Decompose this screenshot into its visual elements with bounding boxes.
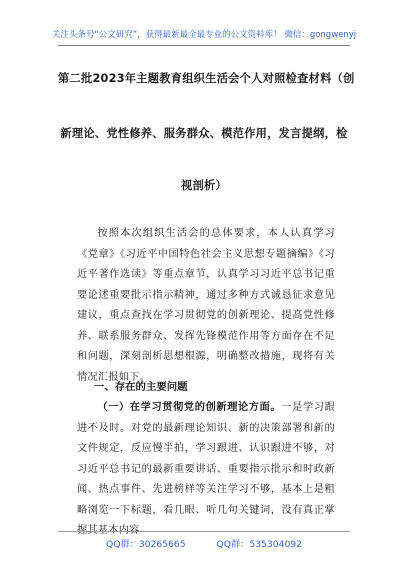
intro-paragraph: 按照本次组织生活会的总体要求，本人认真学习《党章》《习近平中国特色社会主义思想专题摘编》《习近平著作选读》等重点章节，认真学习习近平总书记重要论述重要批示指示精神，通过多种方式诚恳征求意见建议，重点查找在学习贯彻党的创新理论、提高党性修养、联系服务群众、发挥先锋模范作用等方面存在不足和问题，深刻剖析思想根源，明确整改措施，现将有关情况汇报如下。 bbox=[77, 228, 335, 383]
document-title-line-2: 新理论、党性修养、服务群众、模范作用，发言提纲，检 bbox=[60, 127, 348, 140]
subsection-heading: （一）在学习贯彻党的创新理论方面。 bbox=[97, 402, 282, 413]
footer bbox=[0, 536, 408, 550]
document-title-line-3: 视剖析） bbox=[181, 179, 227, 192]
subsection-text: 一是学习跟进不及时。对党的最新理论知识、新的决策部署和新的文件规定，反应慢半拍，学习跟进、认识跟进不够，对习近平总书记的最新重要讲话、重要指示批示和时政新闻、热点事件、先进榜样等关注学习不够，基本上是粗略浏览一下标题，看几眼、听几句关键词，没有真正掌握其基本内容 bbox=[77, 402, 336, 536]
subsection-paragraph bbox=[77, 398, 335, 542]
footer-qq-group-2: QQ群：535304092 bbox=[216, 539, 302, 550]
footer-qq-group-1: QQ群：30265665 bbox=[106, 539, 186, 550]
section-heading-problems: 一、存在的主要问题 bbox=[94, 381, 188, 393]
header-note: 关注头条号“公文研究”，获得最新最全最专业的公文资料库！ 微信：gongwenyj bbox=[51, 30, 357, 40]
document-title-line-1: 第二批2023年主题教育组织生活会个人对照检查材料（创 bbox=[58, 72, 355, 85]
footer-divider bbox=[58, 531, 350, 532]
header-divider bbox=[58, 45, 350, 46]
